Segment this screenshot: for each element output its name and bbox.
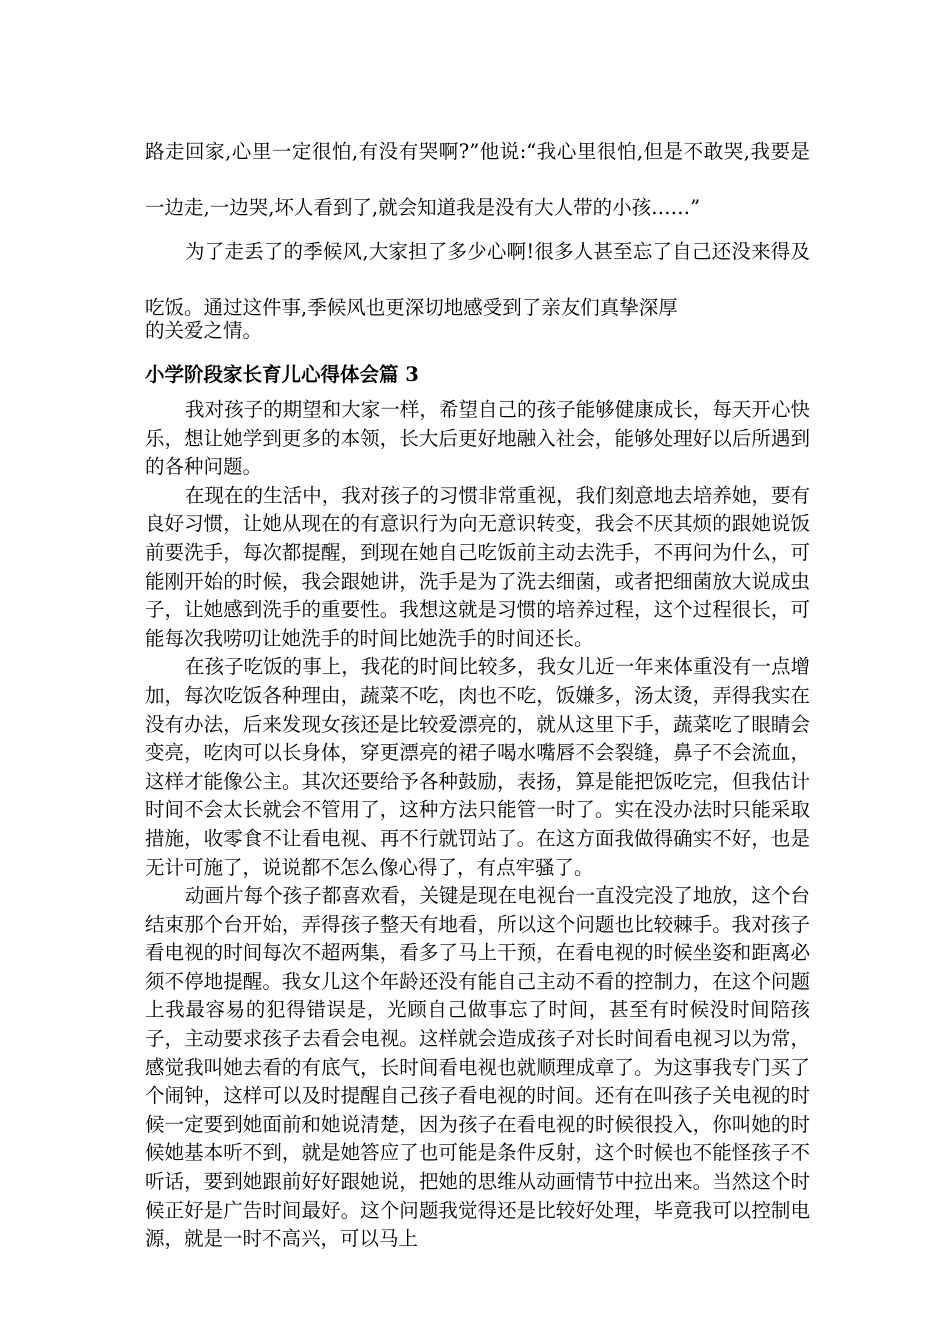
body-paragraph: 在现在的生活中，我对孩子的习惯非常重视，我们刻意地去培养她，要有良好习惯，让她从现在的有意识行为向无意识转变，我会不厌其烦的跟她说饭前要洗手，每次都提醒，到现在她自己吃饭前主动去洗手，不再问为什么，可能刚开始的时候，我会跟她讲，洗手是为了洗去细菌，或者把细菌放大说成虫子，让她感到洗手的重要性。我想这就是习惯的培养过程，这个过程很长，可能每次我唠叨让她洗手的时间比她洗手的时间还长。 bbox=[145, 483, 810, 650]
continued-paragraph: 路走回家,心里一定很怕,有没有哭啊?”他说:“我心里很怕,但是不敢哭,我要是一边走,一边哭,坏人看到了,就会知道我是没有大人带的小孩……” bbox=[145, 140, 810, 219]
continued-paragraph-2-end: 的关爱之情。 bbox=[145, 319, 263, 342]
section-heading: 小学阶段家长育儿心得体会篇 3 bbox=[145, 363, 419, 386]
body-paragraph: 在孩子吃饭的事上，我花的时间比较多，我女儿近一年来体重没有一点增加，每次吃饭各种理由，蔬菜不吃，肉也不吃，饭嫌多，汤太烫，弄得我实在没有办法，后来发现女孩还是比较爱漂亮的，就从这里下手，蔬菜吃了眼睛会变亮，吃肉可以长身体，穿更漂亮的裙子喝水嘴唇不会裂缝，鼻子不会流血，这样才能像公主。其次还要给予各种鼓励，表扬，算是能把饭吃完，但我估计时间不会太长就会不管用了，这种方法只能管一时了。实在没办法时只能采取措施，收零食不让看电视、再不行就罚站了。在这方面我做得确实不好，也是无计可施了，说说都不怎么像心得了，有点牢骚了。 bbox=[145, 655, 810, 879]
body-paragraph: 动画片每个孩子都喜欢看，关键是现在电视台一直没完没了地放，这个台结束那个台开始，弄得孩子整天有地看，所以这个问题也比较棘手。我对孩子看电视的时间每次不超两集，看多了马上干预，在看电视的时候坐姿和距离必须不停地提醒。我女儿这个年龄还没有能自己主动不看的控制力，在这个问题上我最容易的犯得错误是，光顾自己做事忘了时间，甚至有时候没时间陪孩子，主动要求孩子去看会电视。这样就会造成孩子对长时间看电视习以为常，感觉我叫她去看的有底气，长时间看电视也就顺理成章了。为这事我专门买了个闹钟，这样可以及时提醒自己孩子看电视的时间。还有在叫孩子关电视的时候一定要到她面前和她说清楚，因为孩子在看电视的时候很投入，你叫她的时候她基本听不到，就是她答应了也可能是条件反射，这个时候也不能怪孩子不听话，要到她跟前好好跟她说，把她的思维从动画情节中拉出来。当然这个时候正好是广告时间最好。这个问题我觉得还是比较好处理，毕竟我可以控制电源，就是一时不高兴，可以马上 bbox=[145, 884, 810, 1251]
continued-paragraph-2: 为了走丢了的季候风,大家担了多少心啊!很多人甚至忘了自己还没来得及吃饭。通过这件事,季候风也更深切地感受到了亲友们真挚深厚 bbox=[145, 240, 810, 319]
section-body bbox=[145, 396, 810, 1254]
body-paragraph: 我对孩子的期望和大家一样，希望自己的孩子能够健康成长，每天开心快乐，想让她学到更多的本领，长大后更好地融入社会，能够处理好以后所遇到的各种问题。 bbox=[145, 398, 810, 479]
